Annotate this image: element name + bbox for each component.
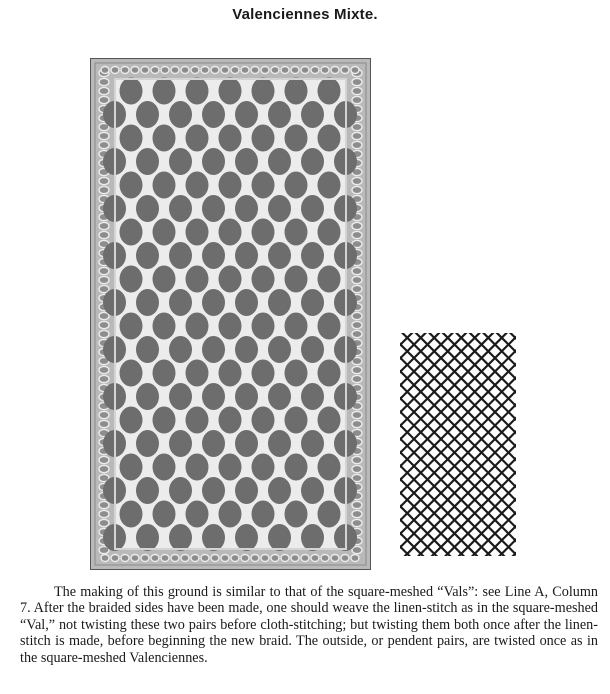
mesh-diagram-icon (398, 331, 518, 558)
caption-paragraph: The making of this ground is similar to that of the square-meshed “Vals”: see Line A, Column 7. After the braided sides have been made, one should weave the linen-stitch as in the square-meshed “Val,” not twisting these two pairs before cloth-stitching; but twisting them both once after the linen-stitch is made, before beginning the new braid. The outside, or pendent pairs, are twisted once as in the square-meshed Valenciennes. (20, 584, 598, 666)
page-title: Valenciennes Mixte. (232, 6, 378, 23)
mesh-diagram (398, 331, 518, 558)
lace-sample-photo (90, 58, 371, 570)
lace-sample-photo-icon (91, 59, 370, 569)
mesh-lines (398, 331, 518, 558)
